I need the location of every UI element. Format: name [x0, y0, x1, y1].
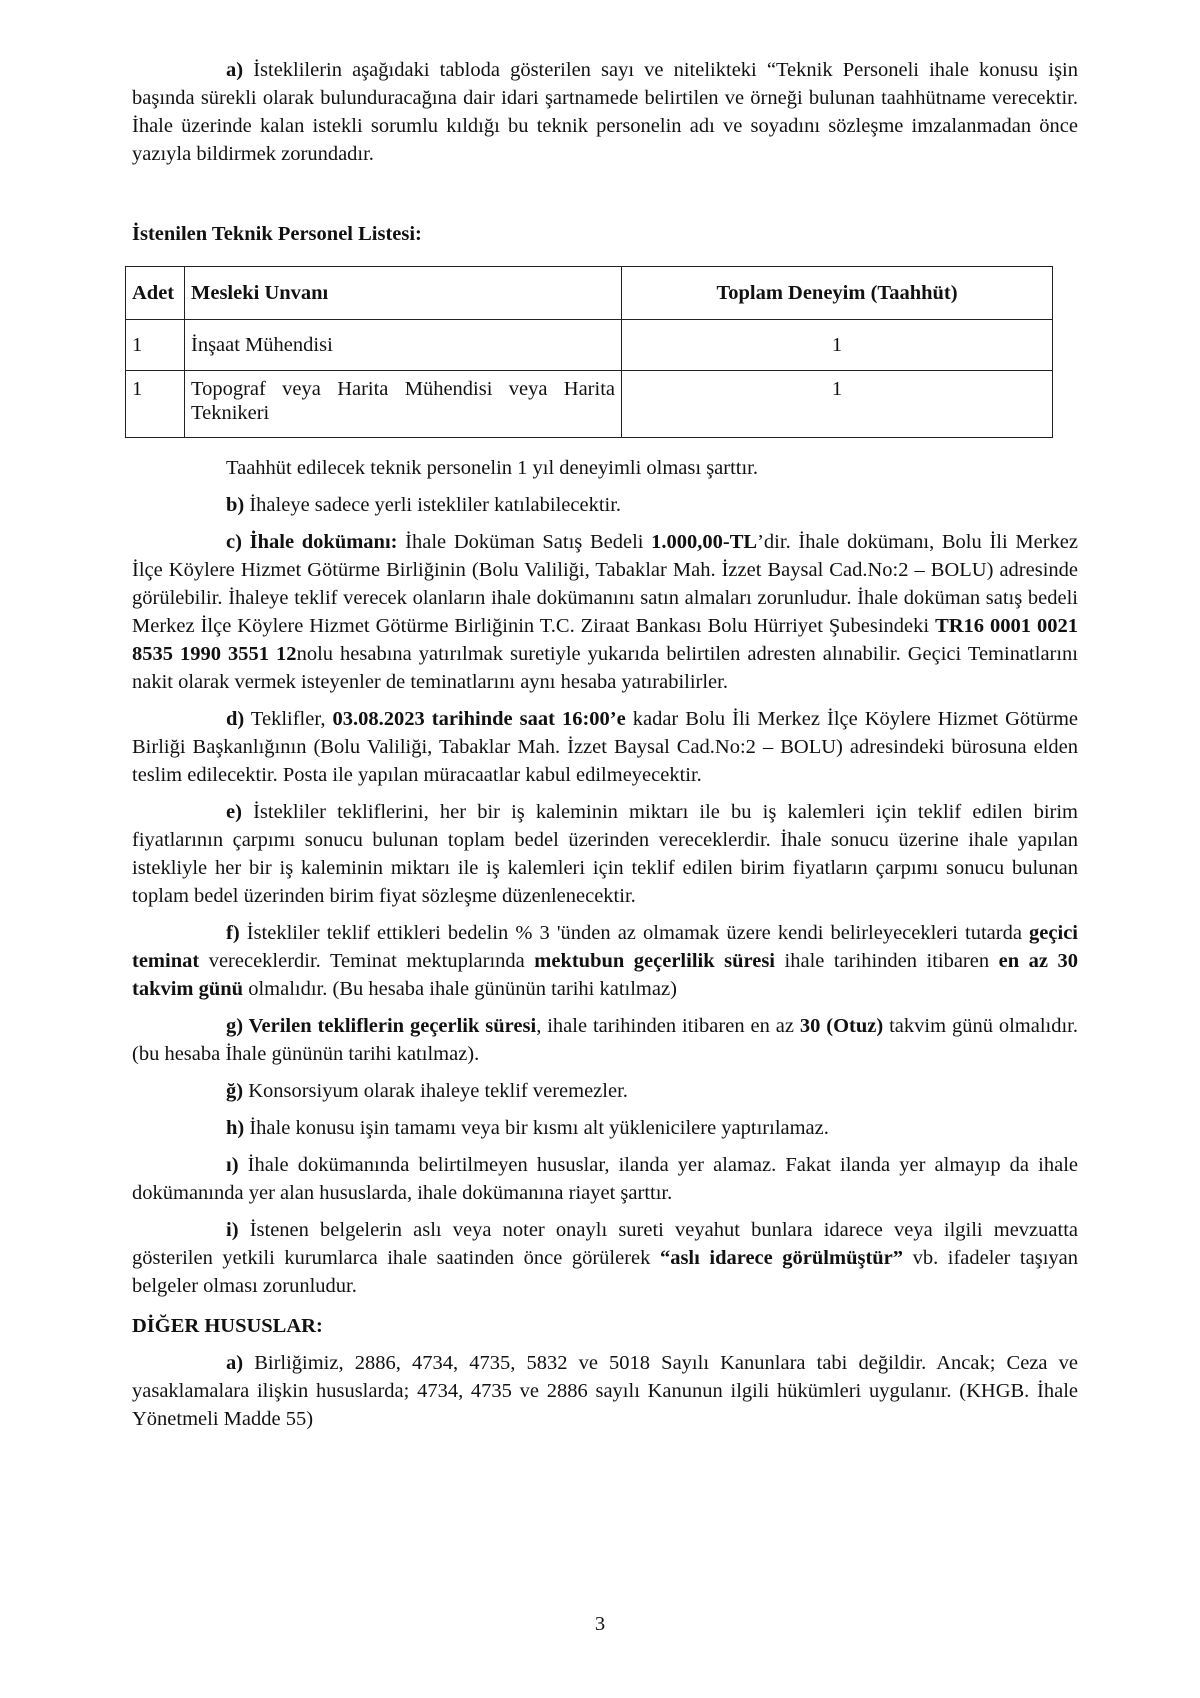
bold-text: 1.000,00-TL: [651, 531, 758, 553]
table-row: [126, 371, 1053, 438]
paragraph-text: Konsorsiyum olarak ihaleye teklif veremezler.: [243, 1080, 628, 1102]
intro-paragraph: [132, 56, 1078, 168]
paragraph-text: nolu hesabına yatırılmak suretiyle yukarıda belirtilen adresten alınabilir. Geçici Teminatlarını nakit olarak vermek isteyenler de teminatlarını aynı hesaba yatırabilirler.: [132, 643, 1079, 693]
item-letter: f): [226, 922, 240, 944]
paragraph-text: , ihale tarihinden itibaren en az: [536, 1015, 800, 1037]
bold-text: mektubun geçerlilik süresi: [534, 950, 776, 972]
item-g: [132, 1012, 1078, 1068]
paragraph-text: İstekliler tekliflerini, her bir iş kaleminin miktarı ile bu iş kalemleri için teklif edilen birim fiyatlarının çarpımı sonucu bulunan toplam bedel üzerinden vereceklerdir. İhale sonucu üzerine ihale yapılan istekliyle her bir iş kaleminin miktarı ile iş kalemleri için teklif edilen birim fiyatların çarpımı sonucu bulunan toplam bedel üzerinden birim fiyat sözleşme düzenlenecektir.: [132, 801, 1078, 907]
paragraph-text: İsteklilerin aşağıdaki tabloda gösterilen sayı ve nitelikteki “Teknik Personeli ihale konusu işin başında sürekli olarak bulunduracağına dair idari şartnamede belirtilen ve örneği bulunan taahhütname verecektir. İhale üzerinde kalan istekli sorumlu kıldığı bu teknik personelin adı ve soyadını sözleşme imzalanmadan önce yazıyla bildirmek zorundadır.: [132, 59, 1078, 165]
column-header-deneyim: Toplam Deneyim (Taahhüt): [622, 267, 1053, 320]
table-cell: 1: [126, 320, 185, 371]
item-gg: [132, 1077, 1078, 1105]
paragraph-text: Birliğimiz, 2886, 4734, 4735, 5832 ve 5018 Sayılı Kanunlara tabi değildir. Ancak; Ceza ve yasaklamalara ilişkin hususlarda; 4734, 4735 ve 2886 sayılı Kanunun ilgili hükümleri uygulanır. (KHGB. İhale Yönetmeli Madde 55): [132, 1352, 1078, 1430]
item-i: [132, 1216, 1078, 1300]
bold-text: en az 30 takvim günü: [132, 950, 1078, 1000]
paragraph-text: olmalıdır. (Bu hesaba ihale gününün tarihi katılmaz): [243, 978, 677, 1000]
item-d: [132, 705, 1078, 789]
item-letter: i): [226, 1219, 239, 1241]
bold-text: Verilen tekliflerin geçerlik süresi: [243, 1015, 537, 1037]
paragraph-text: kadar Bolu İli Merkez İlçe Köylere Hizmet Götürme Birliği Başkanlığının (Bolu Valiliği, Tabaklar Mah. İzzet Baysal Cad.No:2 – BOLU) adresindeki bürosuna elden teslim edilecektir. Posta ile yapılan müracaatlar kabul edilmeyecektir.: [132, 708, 1079, 786]
paragraph-text: takvim günü olmalıdır.(bu hesaba İhale gününün tarihi katılmaz).: [132, 1015, 1078, 1065]
item-dotless-i: [132, 1151, 1078, 1207]
table-cell: Topograf veya Harita Mühendisi veya Harita Teknikeri: [185, 371, 622, 438]
table-cell: 1: [622, 371, 1053, 438]
table-cell: 1: [622, 320, 1053, 371]
item-f: [132, 919, 1078, 1003]
item-c: [132, 528, 1078, 696]
bold-text: 30 (Otuz): [799, 1015, 884, 1037]
table-cell: 1: [126, 371, 185, 438]
diger-item-a: [132, 1349, 1078, 1433]
item-h: [132, 1114, 1078, 1142]
item-letter: h): [226, 1117, 245, 1139]
paragraph-text: Teklifler,: [244, 708, 333, 730]
item-letter: e): [226, 801, 242, 823]
paragraph-text: vb. ifadeler taşıyan belgeler olması zorunludur.: [132, 1247, 1078, 1297]
table-title: İstenilen Teknik Personel Listesi:: [132, 223, 422, 245]
column-header-adet: Adet: [126, 267, 185, 320]
column-header-unvan: Mesleki Unvanı: [185, 267, 622, 320]
paragraph-text: vereceklerdir. Teminat mektuplarında: [199, 950, 535, 972]
item-letter: a): [226, 59, 244, 81]
paragraph-text: İstekliler teklif ettikleri bedelin % 3 'ünden az olmamak üzere kendi belirleyecekleri tutarda: [239, 922, 1030, 944]
paragraph-text: ’dir. İhale dokümanı, Bolu İli Merkez İlçe Köylere Hizmet Götürme Birliğinin (Bolu Valiliği, Tabaklar Mah. İzzet Baysal Cad.No:2 – BOLU) adresinde görülebilir. İhaleye teklif verecek olanların ihale dokümanını satın almaları zorunludur. İhale doküman satış bedeli Merkez İlçe Köylere Hizmet Götürme Birliğinin T.C. Ziraat Bankası Bolu Hürriyet Şubesindeki: [132, 531, 1078, 637]
item-letter: a): [226, 1352, 244, 1374]
paragraph-text: İhale dokümanında belirtilmeyen hususlar, ilanda yer alamaz. Fakat ilanda yer almayıp da ihale dokümanında yer alan hususlarda, ihale dokümanına riayet şarttır.: [132, 1154, 1078, 1204]
table-header-row: [126, 267, 1053, 320]
page-number: 3: [594, 1613, 606, 1635]
bold-text: “aslı idarece görülmüştür”: [659, 1247, 904, 1269]
paragraph-text: İstenen belgelerin aslı veya noter onaylı sureti veyahut bunlara idarece veya ilgili mevzuatta gösterilen yetkili kurumlarca ihale saatinden önce görülerek: [132, 1219, 1078, 1269]
paragraph-text: ihale tarihinden itibaren: [775, 950, 999, 972]
personnel-table: [125, 266, 1053, 438]
bold-text: geçici teminat: [132, 922, 1078, 972]
paragraph-text: İhale Doküman Satış Bedeli: [397, 531, 652, 553]
item-letter: d): [226, 708, 245, 730]
item-letter: c): [226, 531, 242, 553]
item-letter: g): [226, 1015, 244, 1037]
item-e: [132, 798, 1078, 910]
taahhut-note: Taahhüt edilecek teknik personelin 1 yıl deneyimli olması şarttır.: [226, 457, 758, 479]
item-letter: b): [226, 494, 245, 516]
item-b: [132, 491, 1078, 519]
iban-number: TR16 0001 0021 8535 1990 3551 12: [132, 615, 1078, 665]
paragraph-text: İhale konusu işin tamamı veya bir kısmı alt yüklenicilere yaptırılamaz.: [244, 1117, 829, 1139]
deadline-text: 03.08.2023 tarihinde saat 16:00’e: [332, 708, 626, 730]
document-page: [132, 56, 1078, 1433]
table-cell: İnşaat Mühendisi: [185, 320, 622, 371]
table-row: [126, 320, 1053, 371]
paragraph-text: İhaleye sadece yerli istekliler katılabilecektir.: [244, 494, 622, 516]
item-letter: ğ): [226, 1080, 244, 1102]
item-letter: ı): [226, 1154, 239, 1176]
bold-text: İhale dokümanı:: [241, 531, 398, 553]
diger-hususlar-heading: DİĞER HUSUSLAR:: [132, 1315, 323, 1337]
